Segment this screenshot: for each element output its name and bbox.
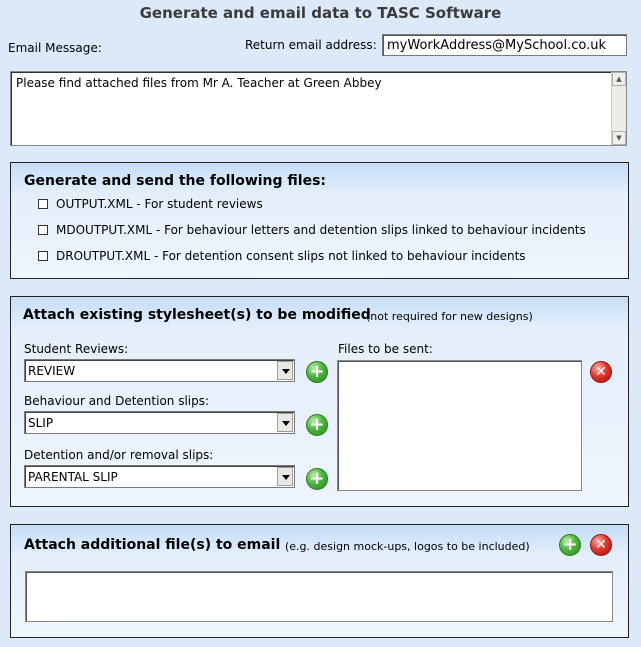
file-option-output[interactable] (38, 197, 263, 211)
student-reviews-label: Student Reviews: (24, 342, 129, 356)
return-email-label: Return email address: (245, 38, 377, 52)
remove-additional-file-icon[interactable]: ✕ (590, 534, 612, 556)
generate-files-title: Generate and send the following files: (24, 173, 327, 189)
email-message-label: Email Message: (8, 41, 102, 55)
return-email-input[interactable] (382, 34, 627, 56)
email-message-textarea[interactable] (10, 71, 627, 146)
email-message-text: Please find attached files from Mr A. Teacher at Green Abbey (16, 76, 382, 90)
add-behaviour-slip-icon[interactable]: + (306, 414, 328, 436)
message-scrollbar[interactable] (611, 72, 626, 145)
droutput-label: DROUTPUT.XML - For detention consent slips not linked to behaviour incidents (56, 249, 526, 263)
chevron-down-icon[interactable] (277, 467, 293, 486)
file-option-mdoutput[interactable] (38, 223, 586, 237)
behaviour-slips-select[interactable] (24, 411, 295, 434)
additional-files-title: Attach additional file(s) to email (24, 537, 281, 553)
page-title: Generate and email data to TASC Software (139, 4, 502, 22)
scroll-up-icon[interactable]: ▲ (612, 72, 626, 86)
behaviour-slips-label: Behaviour and Detention slips: (24, 394, 210, 408)
scroll-down-icon[interactable]: ▼ (612, 131, 626, 145)
student-reviews-select[interactable] (24, 359, 295, 382)
detention-slips-select[interactable] (24, 465, 295, 488)
remove-file-icon[interactable]: ✕ (590, 361, 612, 383)
stylesheets-title: Attach existing stylesheet(s) to be modified (23, 307, 371, 323)
add-additional-file-icon[interactable]: + (559, 534, 581, 556)
mdoutput-checkbox[interactable] (38, 225, 48, 235)
add-student-review-icon[interactable]: + (306, 361, 328, 383)
detention-slips-value: PARENTAL SLIP (28, 470, 118, 484)
mdoutput-label: MDOUTPUT.XML - For behaviour letters and detention slips linked to behaviour incidents (56, 223, 586, 237)
add-detention-slip-icon[interactable]: + (306, 468, 328, 490)
chevron-down-icon[interactable] (277, 413, 293, 432)
stylesheets-note: (not required for new designs) (366, 310, 533, 323)
additional-files-note: (e.g. design mock-ups, logos to be included) (285, 540, 530, 553)
behaviour-slips-value: SLIP (28, 416, 54, 430)
output-checkbox[interactable] (38, 199, 48, 209)
file-option-droutput[interactable] (38, 249, 526, 263)
additional-files-list[interactable] (25, 571, 613, 622)
files-to-be-sent-list[interactable] (337, 360, 582, 491)
detention-slips-label: Detention and/or removal slips: (24, 448, 214, 462)
chevron-down-icon[interactable] (277, 361, 293, 380)
return-email-value: myWorkAddress@MySchool.co.uk (387, 38, 607, 53)
files-to-be-sent-label: Files to be sent: (338, 342, 433, 356)
output-label: OUTPUT.XML - For student reviews (56, 197, 263, 211)
student-reviews-value: REVIEW (28, 364, 76, 378)
droutput-checkbox[interactable] (38, 251, 48, 261)
